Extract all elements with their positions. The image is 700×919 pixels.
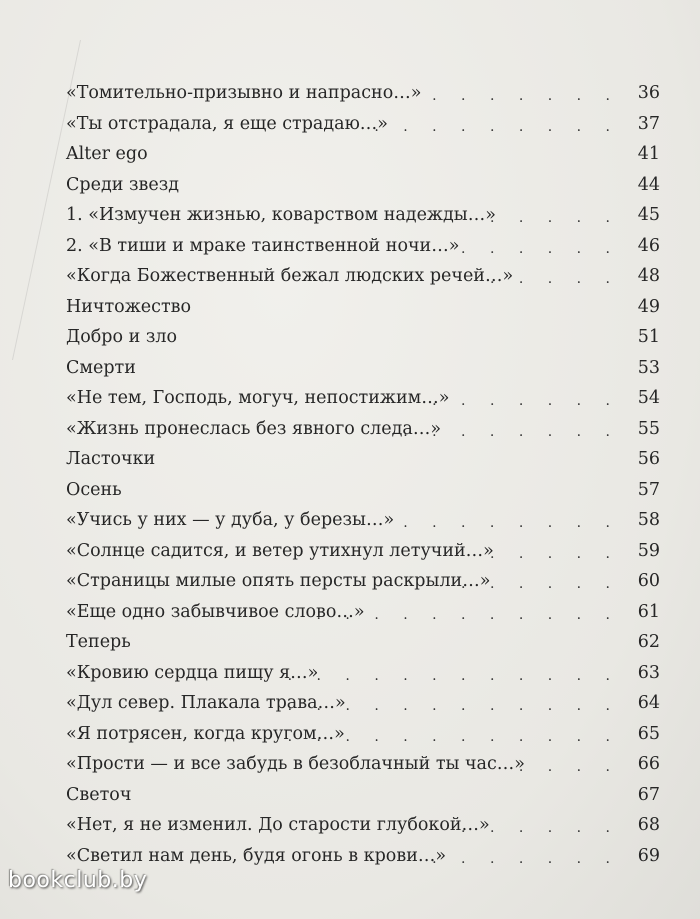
toc-entry-title: Ничтожество	[66, 296, 192, 317]
toc-page-number: 49	[637, 296, 660, 317]
toc-entry-title: «Солнце садится, и ветер утихнул летучий…»	[66, 540, 494, 561]
toc-dot-leader: . . . . .	[489, 545, 620, 562]
toc-page-number: 62	[637, 632, 660, 652]
toc-dot-leader: . . . . . .	[461, 820, 620, 836]
toc-page-number: 67	[637, 784, 660, 805]
toc-page-number: 69	[637, 845, 660, 866]
toc-entry	[66, 810, 660, 841]
toc-dot-leader: . . . . .	[489, 210, 620, 226]
toc-entry	[66, 597, 660, 628]
toc-entry-title: «Еще одно забывчивое слово…»	[66, 601, 365, 622]
toc-entry	[66, 688, 660, 719]
toc-dot-leader: . . . . . . . .	[403, 423, 620, 440]
toc-entry	[66, 414, 660, 445]
toc-dot-leader: . . . . . . . . . . . . .	[258, 667, 620, 684]
toc-page-number: 66	[637, 754, 660, 774]
toc-entry-title: Светоч	[66, 784, 132, 805]
toc-page-number: 44	[637, 174, 660, 195]
toc-entry-title: Alter ego	[66, 144, 148, 164]
toc-entry-title: 1. «Измучен жизнью, коварством надежды…»	[66, 205, 496, 225]
toc-entry-title: Добро и зло	[66, 327, 178, 347]
toc-entry-title: «Ты отстрадала, я еще страдаю…»	[66, 113, 389, 134]
toc-page-number: 51	[637, 327, 660, 347]
site-watermark: bookclub.by	[8, 868, 148, 893]
toc-page-number: 53	[637, 357, 660, 378]
toc-page-number: 48	[637, 266, 660, 286]
toc-entry-title: Осень	[66, 479, 122, 500]
toc-entry	[66, 749, 660, 780]
toc-page-number: 63	[637, 662, 660, 683]
toc-page-number: 59	[637, 540, 660, 561]
toc-page-number: 55	[637, 418, 660, 439]
toc-entry-title: Теперь	[66, 632, 131, 652]
toc-entry-title: «Кровию сердца пишу я…»	[66, 662, 319, 683]
toc-page-number: 58	[637, 510, 660, 530]
toc-entry-title: «Страницы милые опять персты раскрыли…»	[66, 571, 491, 591]
toc-dot-leader: . . . . . . .	[432, 850, 620, 867]
toc-entry-title: «Дул север. Плакала трава…»	[66, 693, 346, 713]
toc-dot-leader: . . . .	[518, 759, 620, 775]
toc-entry	[66, 109, 660, 140]
toc-entry-title: «Жизнь пронеслась без явного следа…»	[66, 418, 442, 439]
toc-entry-title: Среди звезд	[66, 174, 180, 195]
toc-entry	[66, 505, 660, 536]
toc-entry	[66, 444, 660, 475]
toc-entry-title: «Нет, я не изменил. До старости глубокой…»	[66, 815, 490, 835]
toc-entry	[66, 627, 660, 658]
toc-entry	[66, 475, 660, 506]
toc-dot-leader: . . . . . . . . . . . .	[287, 728, 620, 745]
toc-entry	[66, 658, 660, 689]
toc-page-number: 37	[637, 113, 660, 134]
toc-dot-leader: . . . . . . .	[432, 88, 620, 104]
toc-page-number: 65	[637, 723, 660, 744]
toc-dot-leader: . . . . . . . . . . .	[316, 606, 620, 623]
toc-dot-leader: . . . . . . . . .	[374, 118, 620, 135]
toc-page-number: 61	[637, 601, 660, 622]
toc-entry	[66, 322, 660, 353]
toc-entry-title: 2. «В тиши и мраке таинственной ночи…»	[66, 235, 460, 256]
toc-entry-title: «Когда Божественный бежал людских речей…»	[66, 266, 514, 286]
toc-entry	[66, 139, 660, 170]
toc-page-number: 57	[637, 479, 660, 500]
toc-entry	[66, 566, 660, 597]
toc-page-number: 68	[637, 815, 660, 835]
toc-entry-title: «Прости — и все забудь в безоблачный ты час…»	[66, 754, 525, 774]
toc-entry	[66, 261, 660, 292]
toc-entry-title: Смерти	[66, 357, 136, 378]
toc-page-number: 64	[637, 693, 660, 713]
toc-entry	[66, 536, 660, 567]
toc-entry	[66, 353, 660, 384]
toc-page-number: 60	[637, 571, 660, 591]
toc-entry-title: Ласточки	[66, 449, 156, 469]
toc-dot-leader: . . . . . .	[461, 240, 620, 257]
toc-entry	[66, 231, 660, 262]
toc-entry	[66, 170, 660, 201]
toc-entry-title: «Не тем, Господь, могуч, непостижим…»	[66, 388, 450, 408]
table-of-contents	[66, 78, 660, 871]
toc-dot-leader: . . . . . .	[461, 576, 620, 592]
toc-page-number: 45	[637, 205, 660, 225]
toc-entry	[66, 841, 660, 872]
toc-entry-title: «Учись у них — у дуба, у березы…»	[66, 510, 395, 530]
toc-dot-leader: . . . . . . . . . . . .	[287, 698, 620, 714]
toc-dot-leader: . . . . . . . .	[403, 515, 620, 531]
toc-entry	[66, 383, 660, 414]
toc-page-number: 36	[637, 83, 660, 103]
toc-entry-title: «Я потрясен, когда кругом…»	[66, 723, 345, 744]
toc-page-number: 56	[637, 449, 660, 469]
toc-entry-title: «Томительно-призывно и напрасно…»	[66, 83, 422, 103]
toc-page-number: 46	[637, 235, 660, 256]
toc-dot-leader: . . . . . . .	[432, 393, 620, 409]
toc-entry	[66, 78, 660, 109]
toc-page-number: 54	[637, 388, 660, 408]
toc-page-number: 41	[637, 144, 660, 164]
toc-entry	[66, 719, 660, 750]
toc-entry	[66, 292, 660, 323]
toc-entry-title: «Светил нам день, будя огонь в крови…»	[66, 845, 447, 866]
toc-entry	[66, 200, 660, 231]
toc-entry	[66, 780, 660, 811]
toc-dot-leader: . . . . .	[489, 271, 620, 287]
